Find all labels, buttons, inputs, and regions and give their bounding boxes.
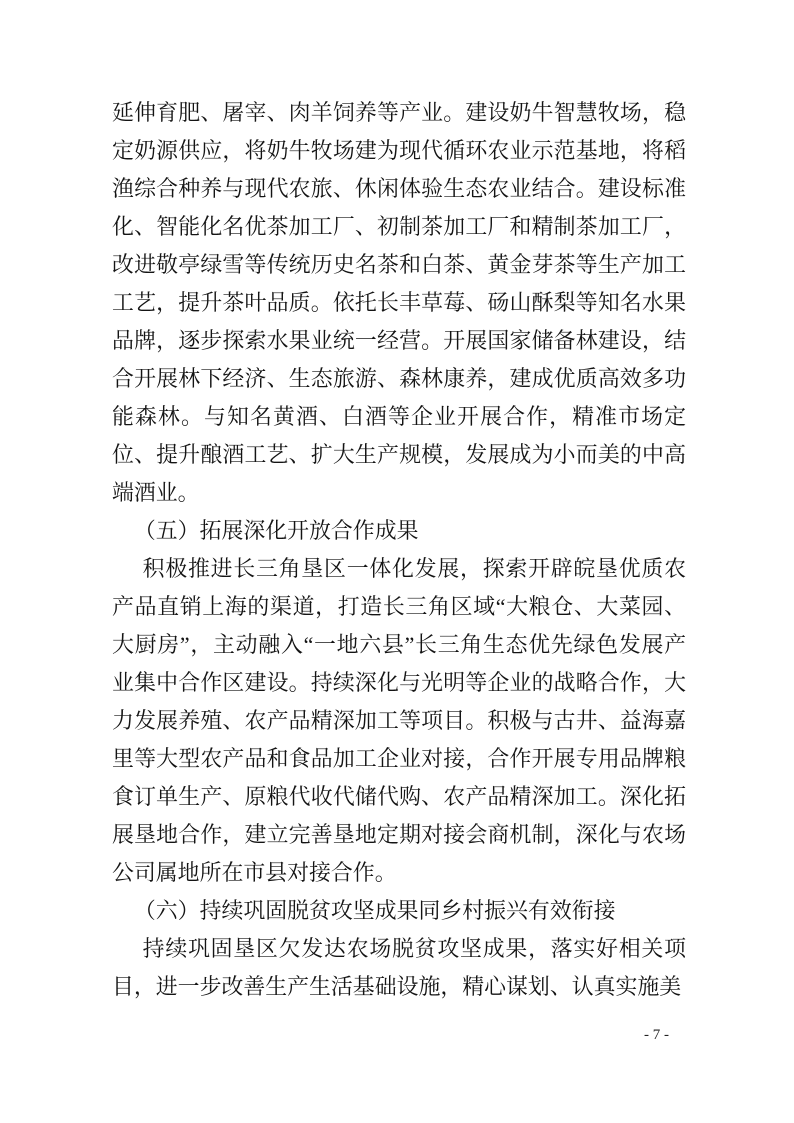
page-number: - 7 - (644, 1027, 669, 1043)
paragraph-continuation: 延伸育肥、屠宰、肉羊饲养等产业。建设奶牛智慧牧场，稳定奶源供应，将奶牛牧场建为现代循环农业示范基地，将稻渔综合种养与现代农旅、休闲体验生态农业结合。建设标准化、智能化名优茶加工厂、初制茶加工厂和精制茶加工厂，改进敬亭绿雪等传统历史名茶和白茶、黄金芽茶等生产加工工艺，提升茶叶品质。依托长丰草莓、砀山酥梨等知名水果品牌，逐步探索水果业统一经营。开展国家储备林建设，结合开展林下经济、生态旅游、森林康养，建成优质高效多功能森林。与知名黄酒、白酒等企业开展合作，精准市场定位、提升酿酒工艺、扩大生产规模，发展成为小而美的中高端酒业。 (112, 100, 686, 505)
section-heading-5: （五）拓展深化开放合作成果 (133, 518, 419, 543)
paragraph-section-6: 持续巩固垦区欠发达农场脱贫攻坚成果，落实好相关项目，进一步改善生产生活基础设施，精心谋划、认真实施美 (112, 936, 686, 999)
section-heading-6: （六）持续巩固脱贫攻坚成果同乡村振兴有效衔接 (133, 898, 616, 923)
paragraph-section-5: 积极推进长三角垦区一体化发展，探索开辟皖垦优质农产品直销上海的渠道，打造长三角区域“大粮仓、大菜园、大厨房”，主动融入“一地六县”长三角生态优先绿色发展产业集中合作区建设。持续深化与光明等企业的战略合作，大力发展养殖、农产品精深加工等项目。积极与古井、益海嘉里等大型农产品和食品加工企业对接，合作开展专用品牌粮食订单生产、原粮代收代储代购、农产品精深加工。深化拓展垦地合作，建立完善垦地定期对接会商机制，深化与农场公司属地所在市县对接合作。 (112, 556, 686, 885)
document-content (112, 94, 686, 1006)
